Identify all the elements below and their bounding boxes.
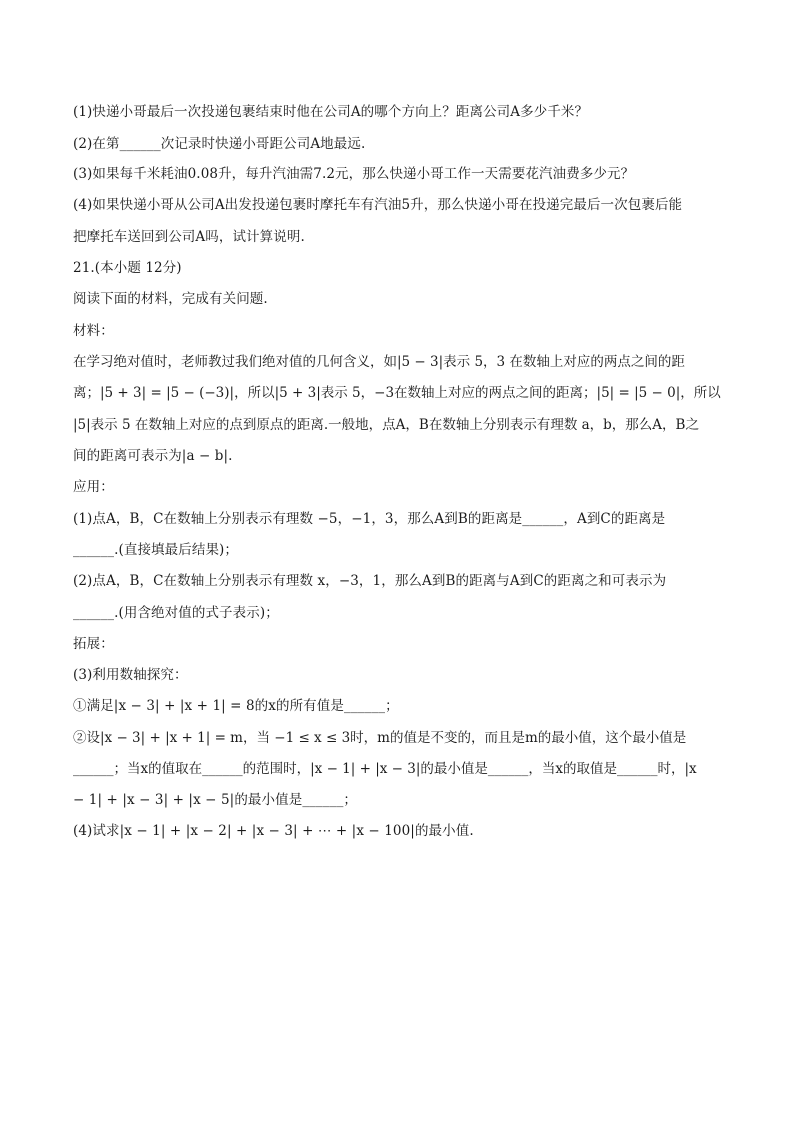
application-heading: 应用：	[73, 479, 114, 495]
ext-question-3-part1: ①满足|x − 3| + |x + 1| = 8的x的所有值是______；	[73, 698, 399, 714]
material-text-line4: 间的距离可表示为|a − b|.	[73, 448, 233, 464]
question-4-text-line1: (4)如果快递小哥从公司A出发投递包裹时摩托车有汽油5升，那么快递小哥在投递完最后一次包裹后能	[73, 197, 683, 213]
question-3-text: (3)如果每千米耗油0.08升，每升汽油需7.2元，那么快递小哥工作一天需要花汽油费多少元？	[73, 166, 635, 182]
ext-question-3-part2-line3: − 1| + |x − 3| + |x − 5|的最小值是______；	[73, 792, 358, 808]
material-text-line1: 在学习绝对值时，老师教过我们绝对值的几何含义，如|5 − 3|表示 5，3 在数轴上对应的两点之间的距	[73, 354, 685, 370]
question-1-text: (1)快递小哥最后一次投递包裹结束时他在公司A的哪个方向上？距离公司A多少千米？	[73, 104, 589, 120]
material-text-line3: |5|表示 5 在数轴上对应的点到原点的距离.一般地，点A，B在数轴上分别表示有理数 a，b，那么A，B之	[73, 417, 699, 433]
app-question-2-line2: ______.(用含绝对值的式子表示)；	[73, 605, 279, 621]
app-question-1-line1: (1)点A，B，C在数轴上分别表示有理数 −5，−1，3，那么A到B的距离是______，A到C的距离是	[73, 511, 666, 527]
app-question-1-line2: ______.(直接填最后结果)；	[73, 542, 239, 558]
material-text-line2: 离；|5 + 3| = |5 − (−3)|，所以|5 + 3|表示 5，−3在数轴上对应的两点之间的距离；|5| = |5 − 0|，所以	[73, 385, 721, 401]
question-4-text-line2: 把摩托车送回到公司A吗，试计算说明.	[73, 229, 305, 245]
ext-question-3-part2-line1: ②设|x − 3| + |x + 1| = m，当 −1 ≤ x ≤ 3时，m的值是不变的，而且是m的最小值，这个最小值是	[73, 730, 687, 746]
ext-question-3-part2-line2: ______；当x的值取在______的范围时，|x − 1| + |x − 3|的最小值是______，当x的取值是______时，|x	[73, 761, 697, 777]
instruction-text: 阅读下面的材料，完成有关问题.	[73, 291, 268, 307]
problem-21-heading: 21.(本小题 12分)	[73, 260, 182, 276]
question-2-text: (2)在第______次记录时快递小哥距公司A地最远.	[73, 136, 366, 152]
material-heading: 材料：	[73, 323, 114, 339]
app-question-2-line1: (2)点A，B，C在数轴上分别表示有理数 x，−3，1，那么A到B的距离与A到C的距离之和可表示为	[73, 573, 667, 589]
ext-question-3-heading: (3)利用数轴探究：	[73, 667, 188, 683]
ext-question-4: (4)试求|x − 1| + |x − 2| + |x − 3| + ⋯ + |x − 100|的最小值.	[73, 823, 474, 839]
extension-heading: 拓展：	[73, 636, 114, 652]
